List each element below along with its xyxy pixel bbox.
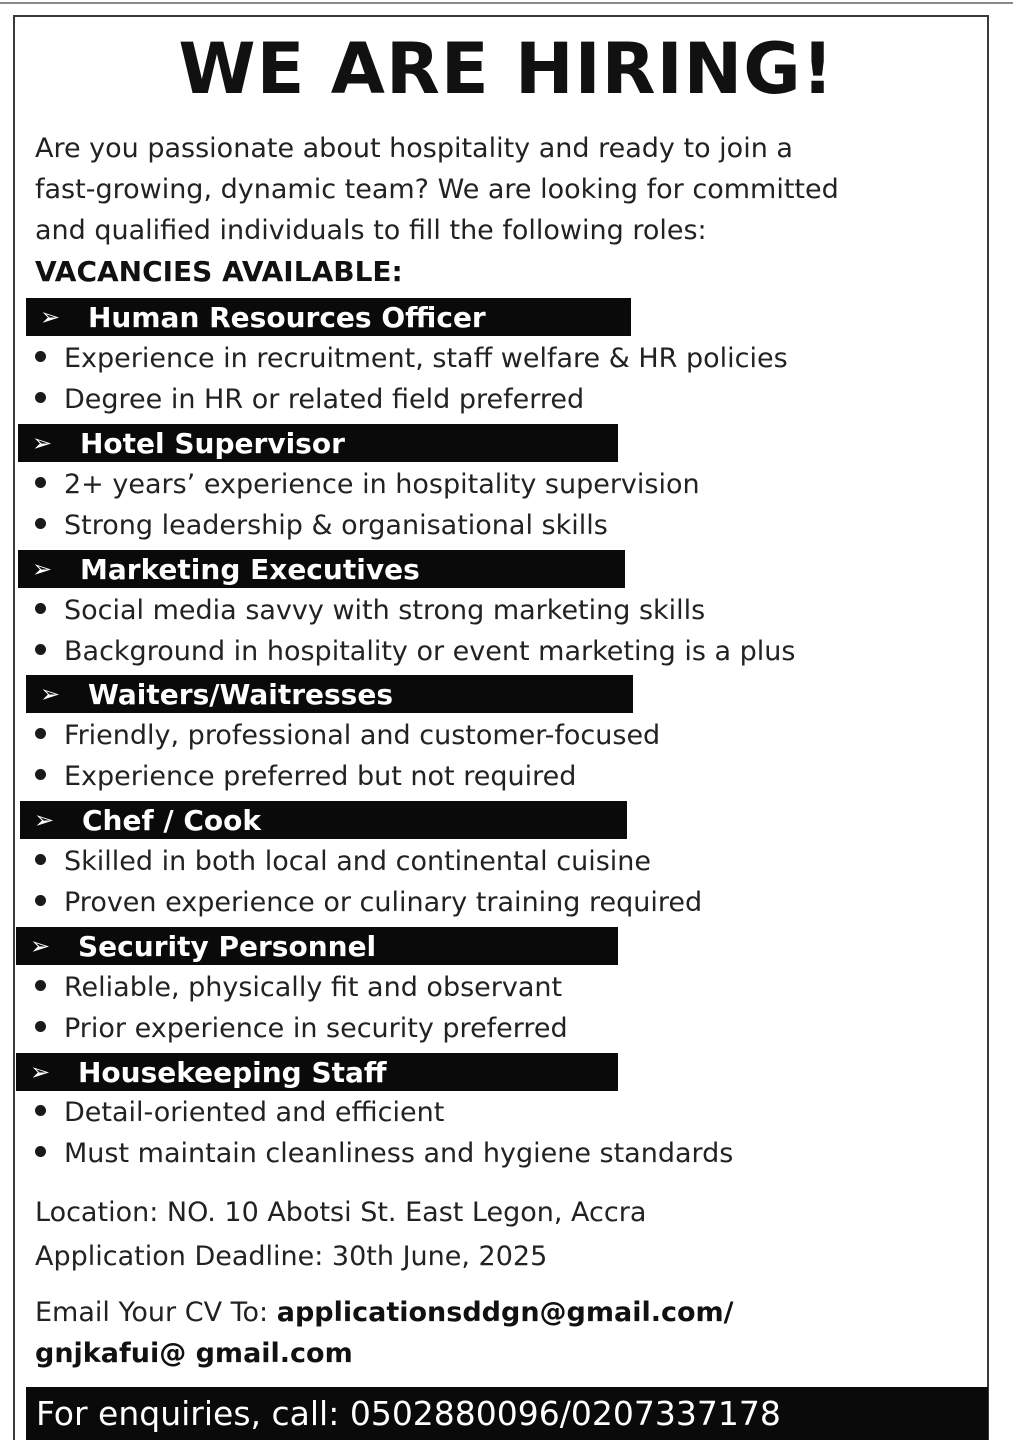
top-rule bbox=[0, 2, 1013, 4]
email-address-primary[interactable]: applicationsddgn@gmail.com/ bbox=[276, 1297, 734, 1328]
role-title: Security Personnel bbox=[78, 929, 377, 963]
vacancies-heading: VACANCIES AVAILABLE: bbox=[35, 255, 403, 288]
list-item: Experience preferred but not required bbox=[35, 757, 576, 797]
bullet-icon bbox=[35, 644, 46, 655]
intro-paragraph bbox=[35, 128, 985, 251]
arrow-icon: ➢ bbox=[30, 932, 51, 960]
role-header-housekeeping bbox=[16, 1053, 618, 1091]
bullet-icon bbox=[35, 854, 46, 865]
bullet-icon bbox=[35, 1021, 46, 1032]
headline: WE ARE HIRING! bbox=[178, 28, 835, 110]
email-label: Email Your CV To: bbox=[35, 1297, 277, 1328]
list-item: 2+ years’ experience in hospitality supervision bbox=[35, 465, 700, 505]
bullet-icon bbox=[35, 603, 46, 614]
arrow-icon: ➢ bbox=[32, 555, 53, 583]
arrow-icon: ➢ bbox=[32, 429, 53, 457]
role-title: Housekeeping Staff bbox=[78, 1055, 387, 1089]
list-item: Proven experience or culinary training required bbox=[35, 883, 702, 923]
bullet-icon bbox=[35, 895, 46, 906]
bullet-icon bbox=[35, 1105, 46, 1116]
intro-line: fast-growing, dynamic team? We are looking for committed bbox=[35, 174, 839, 205]
role-title: Marketing Executives bbox=[80, 552, 420, 586]
email-line-secondary bbox=[35, 1334, 353, 1374]
list-item: Detail-oriented and efficient bbox=[35, 1093, 444, 1133]
bullet-icon bbox=[35, 728, 46, 739]
role-header-hotel-supervisor bbox=[18, 424, 618, 462]
role-header-hr-officer bbox=[26, 298, 631, 336]
bullet-icon bbox=[35, 980, 46, 991]
arrow-icon: ➢ bbox=[34, 806, 55, 834]
bullet-icon bbox=[35, 477, 46, 488]
list-item: Experience in recruitment, staff welfare & HR policies bbox=[35, 339, 788, 379]
email-line bbox=[35, 1293, 734, 1333]
list-item: Prior experience in security preferred bbox=[35, 1009, 568, 1049]
list-item: Must maintain cleanliness and hygiene standards bbox=[35, 1134, 733, 1174]
list-item: Background in hospitality or event marketing is a plus bbox=[35, 632, 795, 672]
role-header-chef bbox=[20, 801, 627, 839]
role-header-marketing-executives bbox=[18, 550, 625, 588]
bullet-icon bbox=[35, 392, 46, 403]
list-item: Social media savvy with strong marketing skills bbox=[35, 591, 705, 631]
role-title: Hotel Supervisor bbox=[80, 426, 345, 460]
role-title: Waiters/Waitresses bbox=[88, 677, 394, 711]
bullet-icon bbox=[35, 351, 46, 362]
list-item: Strong leadership & organisational skills bbox=[35, 506, 608, 546]
arrow-icon: ➢ bbox=[40, 303, 61, 331]
email-address-secondary[interactable]: gnjkafui@ gmail.com bbox=[35, 1338, 353, 1369]
role-header-security bbox=[16, 927, 618, 965]
role-title: Human Resources Officer bbox=[88, 300, 486, 334]
list-item: Friendly, professional and customer-focused bbox=[35, 716, 660, 756]
list-item: Reliable, physically fit and observant bbox=[35, 968, 562, 1008]
intro-line: Are you passionate about hospitality and ready to join a bbox=[35, 133, 793, 164]
bullet-icon bbox=[35, 518, 46, 529]
location-text: Location: NO. 10 Abotsi St. East Legon, Accra bbox=[35, 1197, 647, 1228]
intro-line: and qualified individuals to fill the following roles: bbox=[35, 215, 707, 246]
bullet-icon bbox=[35, 769, 46, 780]
list-item: Skilled in both local and continental cuisine bbox=[35, 842, 651, 882]
bullet-icon bbox=[35, 1146, 46, 1157]
arrow-icon: ➢ bbox=[30, 1058, 51, 1086]
list-item: Degree in HR or related field preferred bbox=[35, 380, 584, 420]
deadline-text: Application Deadline: 30th June, 2025 bbox=[35, 1241, 548, 1272]
arrow-icon: ➢ bbox=[40, 680, 61, 708]
role-header-waiters bbox=[26, 675, 633, 713]
role-title: Chef / Cook bbox=[82, 803, 262, 837]
enquiries-text: For enquiries, call: 0502880096/0207337178 bbox=[36, 1394, 781, 1433]
enquiries-bar bbox=[26, 1387, 988, 1440]
